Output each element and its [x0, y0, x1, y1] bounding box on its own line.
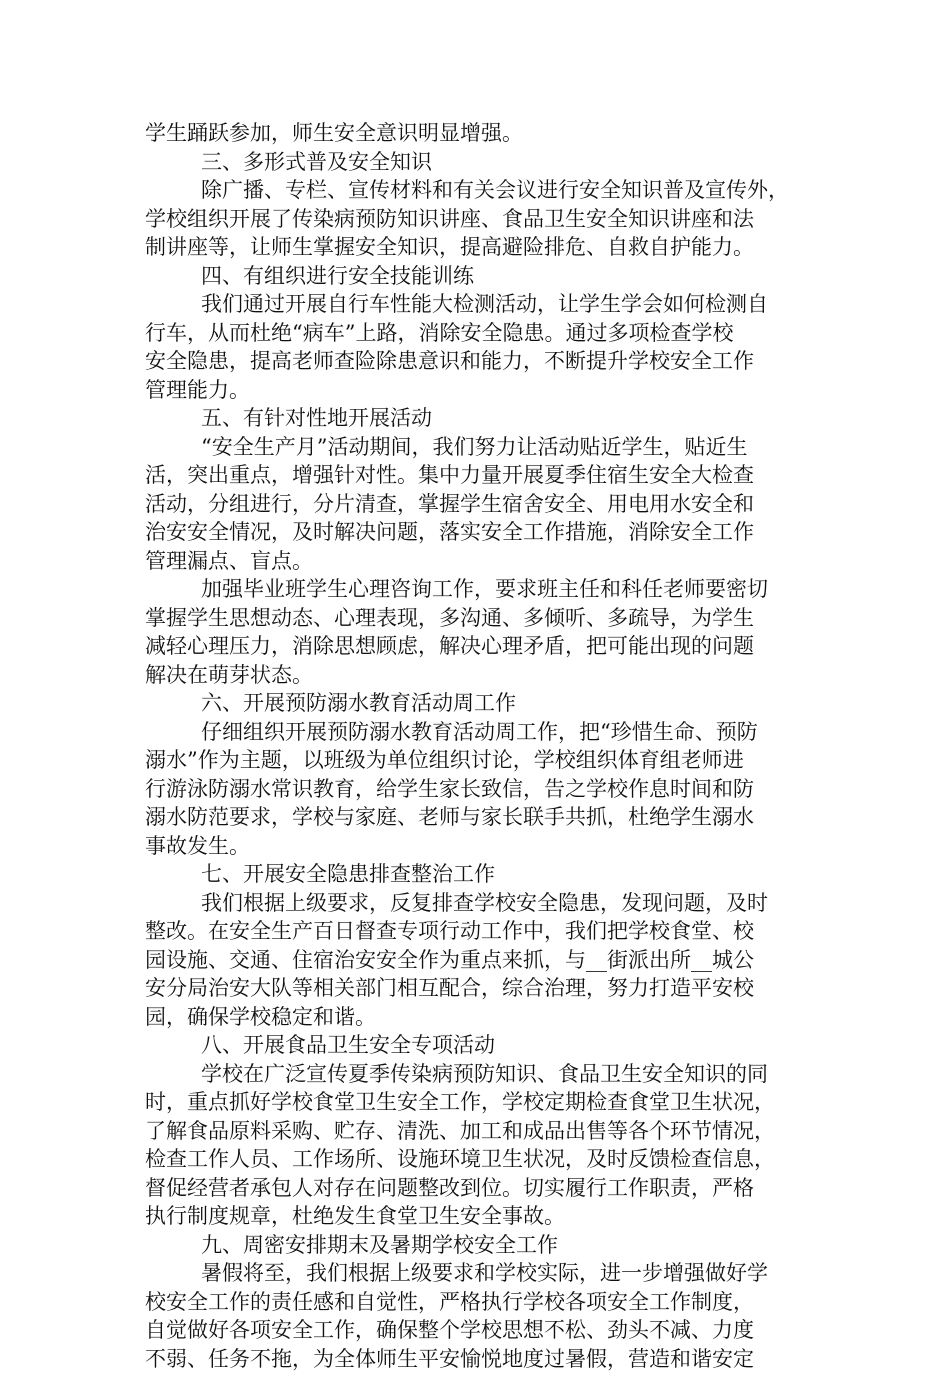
body-text-line: 行游泳防溺水常识教育，给学生家长致信，告之学校作息时间和防: [145, 775, 815, 804]
body-text-line: 活，突出重点，增强针对性。集中力量开展夏季住宿生安全大检查: [145, 461, 815, 490]
body-text-line: 园，确保学校稳定和谐。: [145, 1003, 815, 1032]
document-page: [145, 119, 815, 1373]
body-text-line: 安全隐患，提高老师查险除患意识和能力，不断提升学校安全工作: [145, 347, 815, 376]
section-heading: 六、开展预防溺水教育活动周工作: [145, 689, 815, 718]
body-text-line: 活动，分组进行，分片清查，掌握学生宿舍安全、用电用水安全和: [145, 490, 815, 519]
body-text-line: 自觉做好各项安全工作，确保整个学校思想不松、劲头不减、力度: [145, 1316, 815, 1345]
section-heading: 七、开展安全隐患排查整治工作: [145, 860, 815, 889]
body-text-line: 除广播、专栏、宣传材料和有关会议进行安全知识普及宣传外，: [145, 176, 815, 205]
body-text-line: 减轻心理压力，消除思想顾虑，解决心理矛盾，把可能出现的问题: [145, 632, 815, 661]
body-text-line: 制讲座等，让师生掌握安全知识，提高避险排危、自救自护能力。: [145, 233, 815, 262]
body-text-line: 治安安全情况，及时解决问题，落实安全工作措施，消除安全工作: [145, 518, 815, 547]
body-text-line: 我们根据上级要求，反复排查学校安全隐患，发现问题，及时: [145, 889, 815, 918]
body-text-line: 加强毕业班学生心理咨询工作，要求班主任和科任老师要密切: [145, 575, 815, 604]
body-text-line: 学生踊跃参加，师生安全意识明显增强。: [145, 119, 815, 148]
body-text-line: 整改。在安全生产百日督查专项行动工作中，我们把学校食堂、校: [145, 917, 815, 946]
section-heading: 四、有组织进行安全技能训练: [145, 262, 815, 291]
body-text-line: 溺水防范要求，学校与家庭、老师与家长联手共抓，杜绝学生溺水: [145, 803, 815, 832]
section-heading: 八、开展食品卫生安全专项活动: [145, 1031, 815, 1060]
section-heading: 五、有针对性地开展活动: [145, 404, 815, 433]
body-text-line: “安全生产月”活动期间，我们努力让活动贴近学生，贴近生: [145, 433, 815, 462]
body-text-line: 解决在萌芽状态。: [145, 661, 815, 690]
body-text-line: 时，重点抓好学校食堂卫生安全工作，学校定期检查食堂卫生状况，: [145, 1088, 815, 1117]
body-text-line: 学校组织开展了传染病预防知识讲座、食品卫生安全知识讲座和法: [145, 205, 815, 234]
section-heading: 九、周密安排期末及暑期学校安全工作: [145, 1231, 815, 1260]
body-text-line: 暑假将至，我们根据上级要求和学校实际，进一步增强做好学: [145, 1259, 815, 1288]
body-text-line: 掌握学生思想动态、心理表现，多沟通、多倾听、多疏导，为学生: [145, 604, 815, 633]
body-text-line: 园设施、交通、住宿治安安全作为重点来抓，与__街派出所__城公: [145, 946, 815, 975]
body-text-line: 学校在广泛宣传夏季传染病预防知识、食品卫生安全知识的同: [145, 1060, 815, 1089]
body-text-line: 管理漏点、盲点。: [145, 547, 815, 576]
body-text-line: 安分局治安大队等相关部门相互配合，综合治理，努力打造平安校: [145, 974, 815, 1003]
body-text-line: 了解食品原料采购、贮存、清洗、加工和成品出售等各个环节情况，: [145, 1117, 815, 1146]
body-text-line: 我们通过开展自行车性能大检测活动，让学生学会如何检测自: [145, 290, 815, 319]
body-text-line: 检查工作人员、工作场所、设施环境卫生状况，及时反馈检查信息，: [145, 1145, 815, 1174]
body-text-line: 管理能力。: [145, 376, 815, 405]
body-text-line: 督促经营者承包人对存在问题整改到位。切实履行工作职责，严格: [145, 1174, 815, 1203]
body-text-line: 事故发生。: [145, 832, 815, 861]
body-text-line: 行车，从而杜绝“病车”上路，消除安全隐患。通过多项检查学校: [145, 319, 815, 348]
body-text-line: 不弱、任务不拖，为全体师生平安愉悦地度过暑假，营造和谐安定: [145, 1345, 815, 1373]
body-text-line: 仔细组织开展预防溺水教育活动周工作，把“珍惜生命、预防: [145, 718, 815, 747]
body-text-line: 溺水”作为主题，以班级为单位组织讨论，学校组织体育组老师进: [145, 746, 815, 775]
body-text-line: 执行制度规章，杜绝发生食堂卫生安全事故。: [145, 1202, 815, 1231]
body-text-line: 校安全工作的责任感和自觉性，严格执行学校各项安全工作制度，: [145, 1288, 815, 1317]
section-heading: 三、多形式普及安全知识: [145, 148, 815, 177]
